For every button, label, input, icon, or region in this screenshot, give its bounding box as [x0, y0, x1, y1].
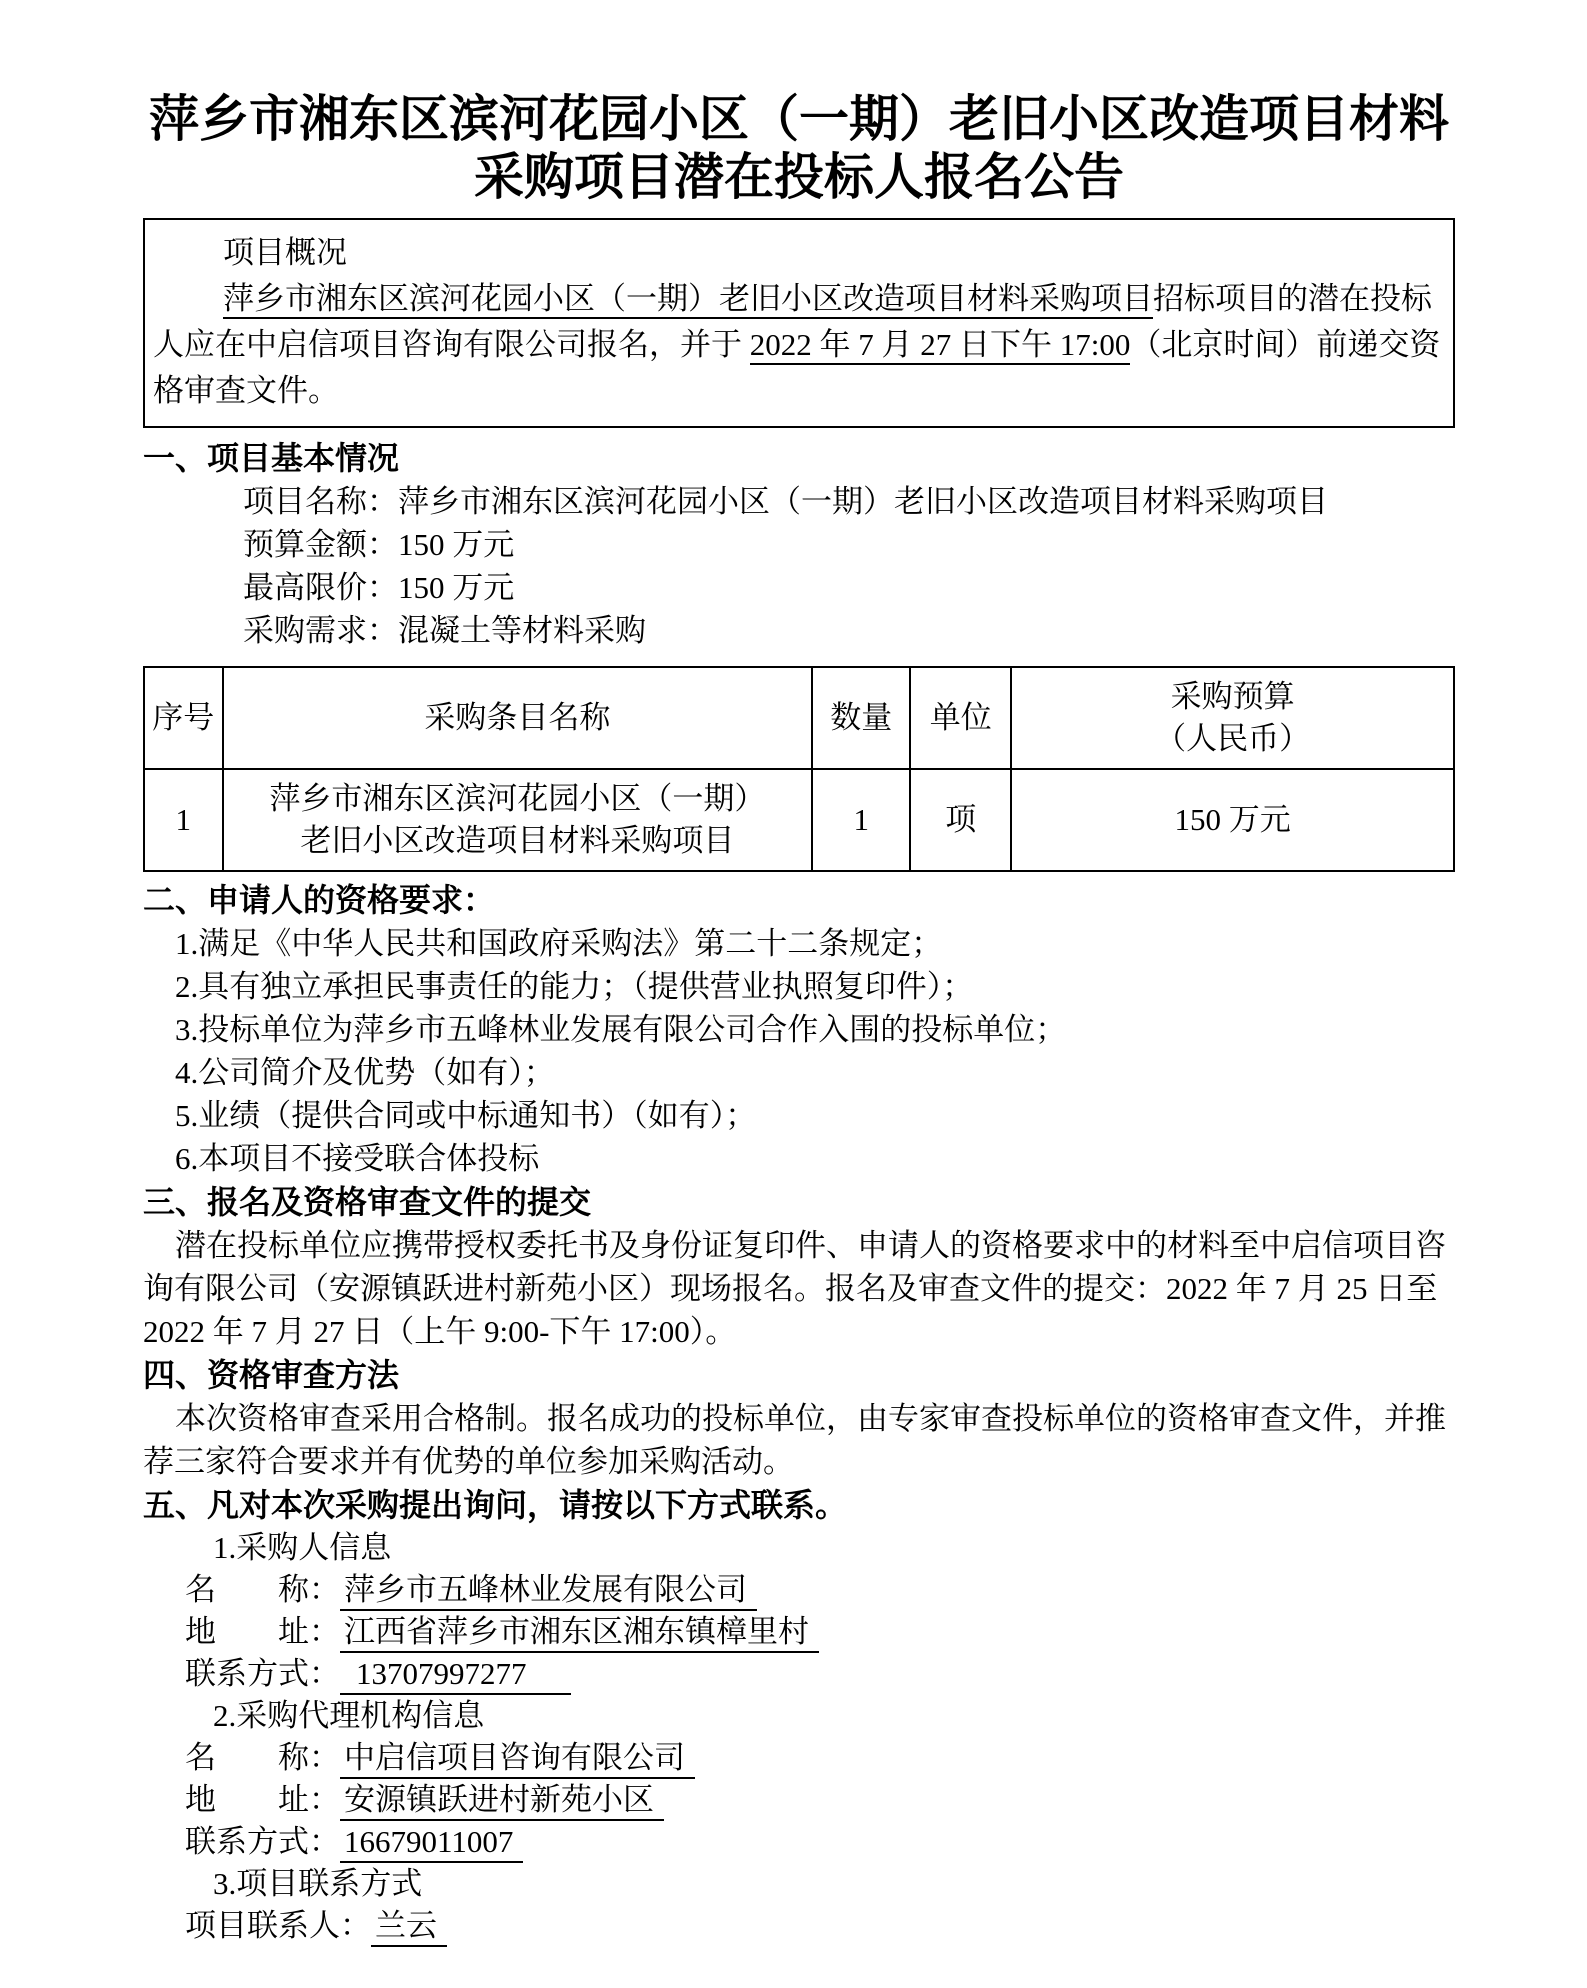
cell-item-name [223, 769, 813, 871]
project-overview-box [143, 218, 1455, 428]
header-qty: 数量 [812, 667, 910, 769]
agency-phone-value: 16679011007 [340, 1824, 523, 1863]
contact-info-section [143, 1527, 1455, 1947]
overview-project-name: 萍乡市湘东区滨河花园小区（一期）老旧小区改造项目材料采购项目 [223, 281, 1153, 319]
cell-item-name-line1: 萍乡市湘东区滨河花园小区（一期） [269, 781, 766, 816]
section3-paragraph: 潜在投标单位应携带授权委托书及身份证复印件、申请人的资格要求中的材料至中启信项目咨询有限公司（安源镇跃进村新苑小区）现场报名。报名及审查文件的提交：2022 年 7 月 25 日至 2022 年 7 月 27 日（上午 9:00-下午 17:00）。 [143, 1228, 1446, 1349]
requirement-item: 2.具有独立承担民事责任的能力；（提供营业执照复印件）； [175, 969, 974, 1004]
requirement-item: 6.本项目不接受联合体投标 [175, 1141, 540, 1176]
agency-address-label: 地 址： [185, 1782, 340, 1817]
overview-deadline: 2022 年 7 月 27 日下午 17:00 [750, 327, 1131, 365]
buyer-info-title: 1.采购人信息 [213, 1530, 392, 1565]
demand-line: 采购需求：混凝土等材料采购 [243, 613, 646, 648]
project-name-line: 项目名称：萍乡市湘东区滨河花园小区（一期）老旧小区改造项目材料采购项目 [243, 484, 1328, 519]
header-budget-line1: 采购预算 [1170, 679, 1295, 714]
agency-phone-label: 联系方式： [185, 1824, 340, 1859]
buyer-phone-label: 联系方式： [185, 1656, 340, 1691]
table-header-row [144, 667, 1454, 769]
requirement-item: 3.投标单位为萍乡市五峰林业发展有限公司合作入围的投标单位； [175, 1012, 1067, 1047]
agency-name-line [143, 1737, 1455, 1779]
header-no: 序号 [144, 667, 223, 769]
page-title-line1: 萍乡市湘东区滨河花园小区（一期）老旧小区改造项目材料 [149, 91, 1449, 147]
project-contact-label: 项目联系人： [185, 1908, 371, 1943]
page-title-line2: 采购项目潜在投标人报名公告 [474, 149, 1124, 205]
cell-qty: 1 [812, 769, 910, 871]
agency-name-label: 名 称： [185, 1740, 340, 1775]
agency-info-title: 2.采购代理机构信息 [213, 1698, 485, 1733]
cell-item-name-line2: 老旧小区改造项目材料采购项目 [300, 823, 735, 858]
max-price-line: 最高限价：150 万元 [243, 570, 515, 605]
section3-heading: 三、报名及资格审查文件的提交 [143, 1184, 592, 1220]
section4-heading: 四、资格审查方法 [143, 1357, 400, 1393]
cell-no: 1 [144, 769, 223, 871]
project-contact-value: 兰云 [371, 1908, 447, 1947]
requirement-item: 4.公司简介及优势（如有）； [175, 1055, 555, 1090]
header-budget [1011, 667, 1454, 769]
header-budget-line2: （人民币） [1155, 721, 1311, 756]
header-unit: 单位 [910, 667, 1011, 769]
overview-label: 项目概况 [223, 235, 347, 270]
project-contact-line [143, 1905, 1455, 1947]
requirement-item: 5.业绩（提供合同或中标通知书）（如有）； [175, 1098, 757, 1133]
buyer-name-line [143, 1569, 1455, 1611]
header-item-name: 采购条目名称 [223, 667, 813, 769]
buyer-address-value: 江西省萍乡市湘东区湘东镇樟里村 [340, 1614, 819, 1653]
section5-heading: 五、凡对本次采购提出询问，请按以下方式联系。 [143, 1487, 848, 1523]
section4-paragraph: 本次资格审查采用合格制。报名成功的投标单位，由专家审查投标单位的资格审查文件，并推荐三家符合要求并有优势的单位参加采购活动。 [143, 1401, 1446, 1479]
overview-tail-text: （北京时间）前递交资格审查文件。 [153, 327, 1441, 408]
page-title [143, 90, 1455, 206]
overview-middle-text: 招标项目的潜在投标人应在中启信项目咨询有限公司报名，并于 [153, 281, 1432, 362]
agency-address-line [143, 1779, 1455, 1821]
agency-name-value: 中启信项目咨询有限公司 [340, 1740, 695, 1779]
project-contact-title: 3.项目联系方式 [213, 1866, 423, 1901]
buyer-phone-value: 13707997277 [340, 1656, 571, 1695]
budget-line: 预算金额：150 万元 [243, 527, 515, 562]
agency-address-value: 安源镇跃进村新苑小区 [340, 1782, 664, 1821]
section2-heading: 二、申请人的资格要求： [143, 882, 496, 918]
buyer-name-value: 萍乡市五峰林业发展有限公司 [340, 1572, 757, 1611]
agency-phone-line [143, 1821, 1455, 1863]
section1-heading: 一、项目基本情况 [143, 440, 400, 476]
procurement-items-table [143, 666, 1455, 872]
buyer-address-label: 地 址： [185, 1614, 340, 1649]
buyer-address-line [143, 1611, 1455, 1653]
overview-paragraph [153, 276, 1445, 414]
buyer-phone-line [143, 1653, 1455, 1695]
table-row [144, 769, 1454, 871]
cell-budget: 150 万元 [1011, 769, 1454, 871]
requirement-item: 1.满足《中华人民共和国政府采购法》第二十二条规定； [175, 926, 943, 961]
buyer-name-label: 名 称： [185, 1572, 340, 1607]
cell-unit: 项 [910, 769, 1011, 871]
